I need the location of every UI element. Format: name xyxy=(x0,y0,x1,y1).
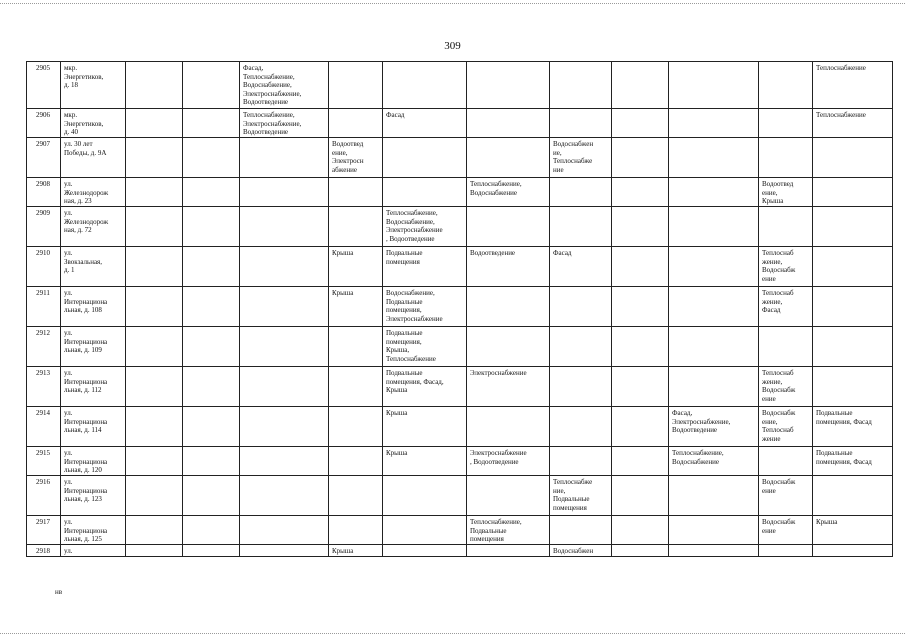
work-cell-last xyxy=(813,247,893,287)
work-cell xyxy=(329,178,383,207)
work-cell-last xyxy=(813,178,893,207)
work-cell xyxy=(329,407,383,447)
address-cell: ул. Звокзальная, д. 1 xyxy=(61,247,126,287)
work-cell xyxy=(669,109,759,138)
work-cell xyxy=(669,138,759,178)
table-row xyxy=(27,545,893,557)
address-cell: мкр. Энергетиков, д. 40 xyxy=(61,109,126,138)
work-cell xyxy=(240,476,329,516)
table-row xyxy=(27,516,893,545)
footer-mark: нв xyxy=(55,588,63,596)
work-cell xyxy=(329,516,383,545)
address-cell: ул. Интернациона льная, д. 123 xyxy=(61,476,126,516)
work-cell xyxy=(383,138,467,178)
work-cell xyxy=(240,407,329,447)
work-cell xyxy=(550,109,612,138)
work-cell xyxy=(467,476,550,516)
work-cell xyxy=(550,287,612,327)
address-cell: ул. 30 лет Победы, д. 9А xyxy=(61,138,126,178)
work-cell xyxy=(612,178,669,207)
work-cell xyxy=(126,138,183,178)
address-cell: мкр. Энергетиков, д. 18 xyxy=(61,62,126,109)
work-cell xyxy=(759,138,813,178)
work-cell xyxy=(669,545,759,557)
work-cell xyxy=(759,545,813,557)
work-cell: Водоснабжен ие, Теплоснабже ние xyxy=(550,138,612,178)
table-row xyxy=(27,287,893,327)
work-cell xyxy=(240,138,329,178)
work-cell xyxy=(550,178,612,207)
work-cell: Теплоснабжение, Водоснабжение, Электроснабжение , Водоотведение xyxy=(383,207,467,247)
work-cell xyxy=(550,207,612,247)
work-cell xyxy=(126,247,183,287)
row-number: 2908 xyxy=(27,178,61,207)
work-cell xyxy=(126,545,183,557)
work-cell-last: Теплоснабжение xyxy=(813,109,893,138)
work-cell: Крыша xyxy=(383,447,467,476)
row-number: 2907 xyxy=(27,138,61,178)
work-cell: Подвальные помещения, Крыша, Теплоснабжение xyxy=(383,327,467,367)
work-cell xyxy=(467,62,550,109)
work-cell xyxy=(183,407,240,447)
work-cell: Фасад, Теплоснабжение, Водоснабжение, Электроснабжение, Водоотведение xyxy=(240,62,329,109)
row-number: 2915 xyxy=(27,447,61,476)
work-cell: Водоотвед ение, Крыша xyxy=(759,178,813,207)
work-cell-last xyxy=(813,327,893,367)
work-cell-last xyxy=(813,207,893,247)
row-number: 2912 xyxy=(27,327,61,367)
table-row xyxy=(27,62,893,109)
work-cell xyxy=(612,476,669,516)
work-cell xyxy=(183,109,240,138)
row-number: 2905 xyxy=(27,62,61,109)
row-number: 2911 xyxy=(27,287,61,327)
work-cell xyxy=(183,178,240,207)
work-cell-last xyxy=(813,287,893,327)
work-cell: Теплоснаб жение, Фасад xyxy=(759,287,813,327)
work-cell xyxy=(240,287,329,327)
work-cell: Водоснабж ение xyxy=(759,476,813,516)
work-cell: Фасад xyxy=(383,109,467,138)
work-cell: Теплоснаб жение, Водоснабж ение xyxy=(759,247,813,287)
work-cell xyxy=(183,207,240,247)
work-cell: Водоснабжение, Подвальные помещения, Электроснабжение xyxy=(383,287,467,327)
work-cell xyxy=(612,247,669,287)
scan-edge-bottom xyxy=(0,633,905,634)
work-cell xyxy=(329,476,383,516)
address-cell: ул. Железнодорож ная, д. 72 xyxy=(61,207,126,247)
work-cell: Теплоснабжение, Водоснабжение xyxy=(467,178,550,207)
work-cell xyxy=(612,62,669,109)
address-cell: ул. Железнодорож ная, д. 23 xyxy=(61,178,126,207)
work-cell: Электроснабжение , Водоотведение xyxy=(467,447,550,476)
address-cell: ул. Интернациона льная, д. 108 xyxy=(61,287,126,327)
work-cell xyxy=(612,287,669,327)
address-cell: ул. xyxy=(61,545,126,557)
work-cell xyxy=(183,516,240,545)
work-cell xyxy=(669,207,759,247)
work-cell: Подвальные помещения xyxy=(383,247,467,287)
work-cell xyxy=(329,109,383,138)
work-cell-last: Крыша xyxy=(813,516,893,545)
work-cell: Крыша xyxy=(329,545,383,557)
work-cell xyxy=(669,287,759,327)
work-cell xyxy=(612,545,669,557)
work-cell xyxy=(612,447,669,476)
work-cell: Крыша xyxy=(329,247,383,287)
work-cell xyxy=(126,207,183,247)
work-cell xyxy=(467,327,550,367)
work-cell xyxy=(759,62,813,109)
work-cell: Теплоснаб жение, Водоснабж ение xyxy=(759,367,813,407)
work-cell xyxy=(240,207,329,247)
work-cell xyxy=(329,62,383,109)
work-cell xyxy=(240,178,329,207)
work-cell xyxy=(467,407,550,447)
work-cell xyxy=(240,516,329,545)
work-cell-last xyxy=(813,138,893,178)
work-cell xyxy=(183,367,240,407)
work-cell: Крыша xyxy=(383,407,467,447)
work-cell-last: Подвальные помещения, Фасад xyxy=(813,407,893,447)
work-cell xyxy=(126,367,183,407)
work-cell xyxy=(240,545,329,557)
work-cell xyxy=(183,287,240,327)
work-cell xyxy=(329,207,383,247)
work-cell xyxy=(383,516,467,545)
table-row xyxy=(27,138,893,178)
work-cell xyxy=(669,178,759,207)
work-cell xyxy=(126,447,183,476)
work-cell: Крыша xyxy=(329,287,383,327)
table-row xyxy=(27,178,893,207)
work-cell xyxy=(467,138,550,178)
table-row xyxy=(27,109,893,138)
row-number: 2917 xyxy=(27,516,61,545)
work-cell xyxy=(612,138,669,178)
work-cell xyxy=(183,447,240,476)
work-cell xyxy=(383,476,467,516)
work-cell xyxy=(126,476,183,516)
work-schedule-table xyxy=(26,61,893,557)
work-cell xyxy=(183,247,240,287)
work-cell: Электроснабжение xyxy=(467,367,550,407)
work-cell xyxy=(467,545,550,557)
work-cell xyxy=(240,327,329,367)
work-cell xyxy=(550,516,612,545)
work-cell xyxy=(183,327,240,367)
table-row xyxy=(27,476,893,516)
row-number: 2906 xyxy=(27,109,61,138)
work-cell xyxy=(240,247,329,287)
table-row xyxy=(27,447,893,476)
work-cell xyxy=(183,545,240,557)
address-cell: ул. Интернациона льная, д. 114 xyxy=(61,407,126,447)
table-row xyxy=(27,407,893,447)
table-row xyxy=(27,367,893,407)
work-cell xyxy=(383,178,467,207)
work-cell xyxy=(240,447,329,476)
table-row xyxy=(27,207,893,247)
work-cell xyxy=(612,207,669,247)
work-cell xyxy=(759,207,813,247)
work-cell xyxy=(240,367,329,407)
work-cell xyxy=(669,516,759,545)
work-cell xyxy=(329,367,383,407)
row-number: 2914 xyxy=(27,407,61,447)
work-cell xyxy=(183,138,240,178)
table-row xyxy=(27,247,893,287)
work-cell xyxy=(550,447,612,476)
work-cell xyxy=(467,207,550,247)
work-cell xyxy=(612,516,669,545)
work-cell-last xyxy=(813,545,893,557)
work-cell xyxy=(669,247,759,287)
work-cell: Водоснабжен xyxy=(550,545,612,557)
work-cell xyxy=(383,62,467,109)
work-cell xyxy=(759,447,813,476)
work-cell xyxy=(383,545,467,557)
work-cell xyxy=(126,287,183,327)
work-cell xyxy=(669,62,759,109)
work-cell: Подвальные помещения, Фасад, Крыша xyxy=(383,367,467,407)
work-cell: Фасад xyxy=(550,247,612,287)
work-cell xyxy=(759,109,813,138)
work-cell xyxy=(467,109,550,138)
row-number: 2913 xyxy=(27,367,61,407)
work-cell-last xyxy=(813,367,893,407)
row-number: 2916 xyxy=(27,476,61,516)
work-cell: Теплоснабжение, Электроснабжение, Водоотведение xyxy=(240,109,329,138)
work-cell xyxy=(669,367,759,407)
work-cell xyxy=(183,476,240,516)
row-number: 2918 xyxy=(27,545,61,557)
work-cell: Водоотвед ение, Электросн абжение xyxy=(329,138,383,178)
work-cell: Водоснабж ение, Теплоснаб жение xyxy=(759,407,813,447)
work-cell: Водоотведение xyxy=(467,247,550,287)
work-cell xyxy=(669,327,759,367)
work-cell-last xyxy=(813,476,893,516)
work-cell: Теплоснабжение, Подвальные помещения xyxy=(467,516,550,545)
work-cell xyxy=(467,287,550,327)
work-cell xyxy=(329,327,383,367)
work-cell xyxy=(126,109,183,138)
work-cell: Теплоснабжение, Водоснабжение xyxy=(669,447,759,476)
work-cell xyxy=(550,62,612,109)
work-cell xyxy=(329,447,383,476)
work-cell xyxy=(126,178,183,207)
work-cell xyxy=(126,327,183,367)
work-cell xyxy=(612,407,669,447)
row-number: 2909 xyxy=(27,207,61,247)
work-cell xyxy=(612,367,669,407)
work-cell xyxy=(126,62,183,109)
work-cell xyxy=(612,109,669,138)
work-cell xyxy=(183,62,240,109)
address-cell: ул. Интернациона льная, д. 109 xyxy=(61,327,126,367)
work-cell: Теплоснабже ние, Подвальные помещения xyxy=(550,476,612,516)
row-number: 2910 xyxy=(27,247,61,287)
address-cell: ул. Интернациона льная, д. 125 xyxy=(61,516,126,545)
scan-edge-top xyxy=(0,3,905,4)
work-cell xyxy=(126,407,183,447)
work-cell xyxy=(669,476,759,516)
work-cell-last: Теплоснабжение xyxy=(813,62,893,109)
work-cell: Фасад, Электроснабжение, Водоотведение xyxy=(669,407,759,447)
work-cell xyxy=(550,327,612,367)
work-cell xyxy=(612,327,669,367)
page-number: 309 xyxy=(444,40,461,52)
work-cell xyxy=(126,516,183,545)
address-cell: ул. Интернациона льная, д. 120 xyxy=(61,447,126,476)
work-cell xyxy=(550,407,612,447)
work-cell-last: Подвальные помещения, Фасад xyxy=(813,447,893,476)
work-cell xyxy=(550,367,612,407)
work-cell: Водоснабж ение xyxy=(759,516,813,545)
work-cell xyxy=(759,327,813,367)
address-cell: ул. Интернациона льная, д. 112 xyxy=(61,367,126,407)
table-row xyxy=(27,327,893,367)
